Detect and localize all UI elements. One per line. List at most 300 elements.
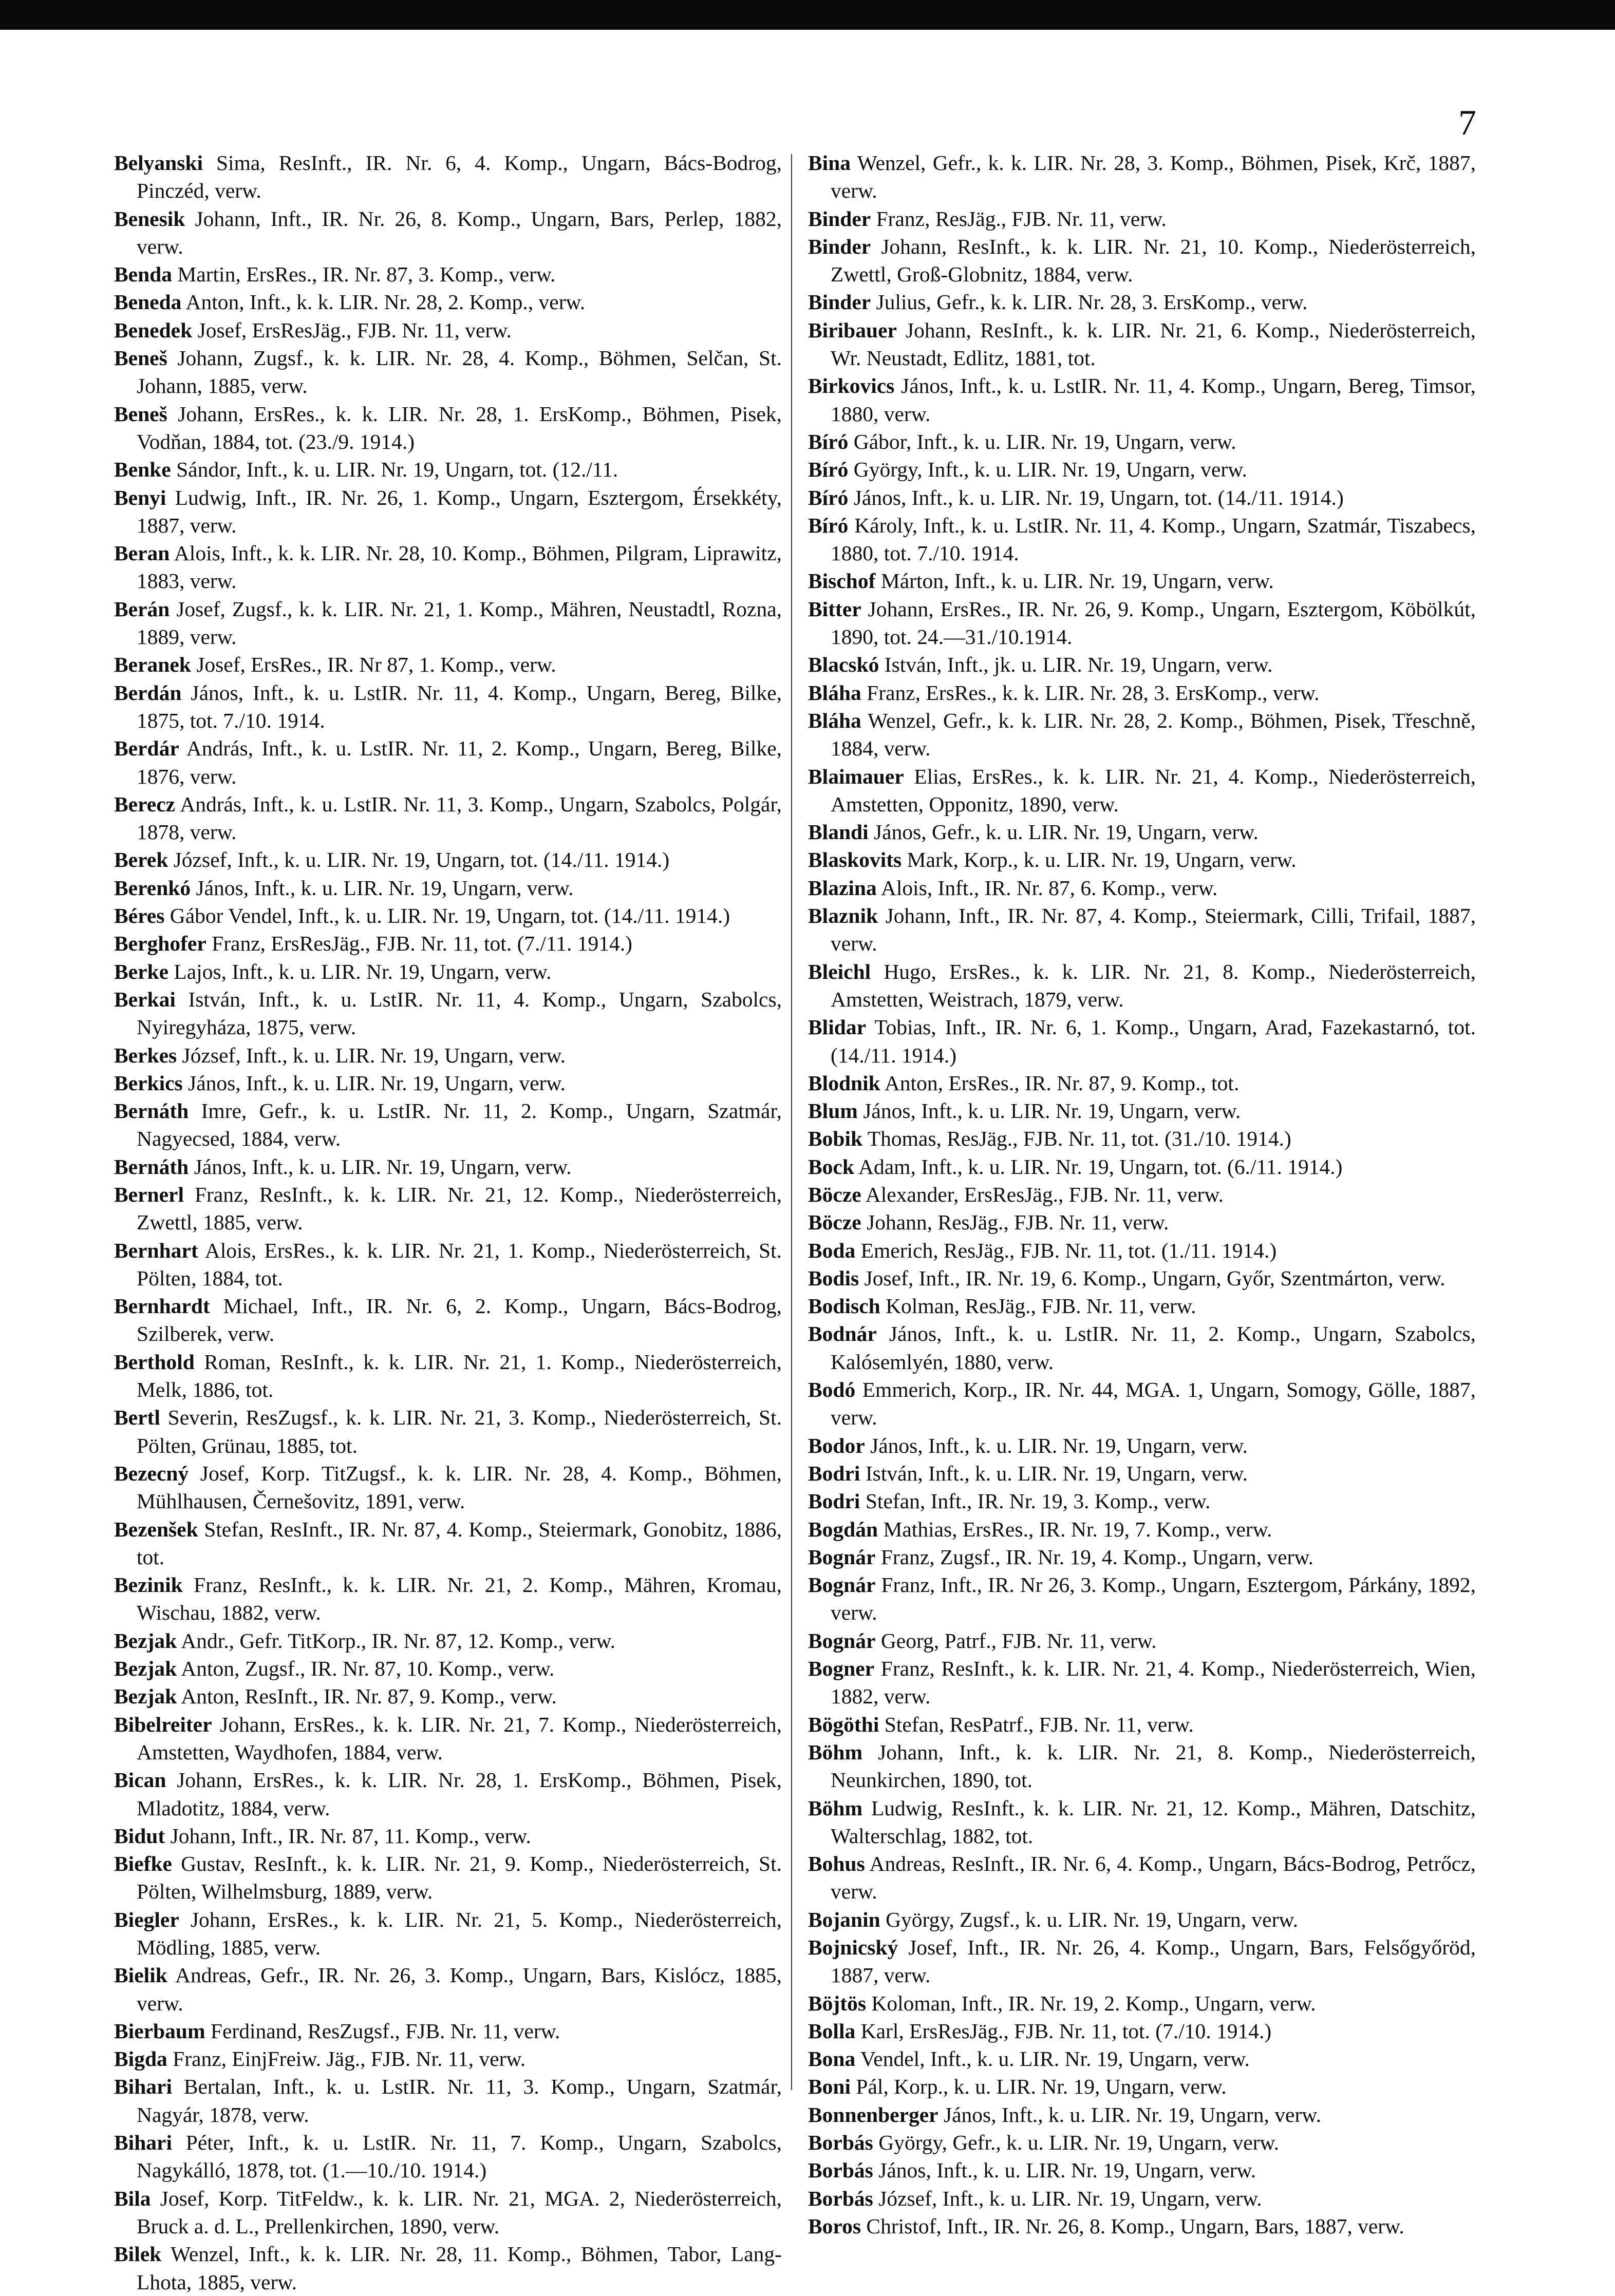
- entry-details: György, Zugsf., k. u. LIR. Nr. 19, Ungarn, verw.: [886, 1907, 1299, 1931]
- entry-details: Alois, ErsRes., k. k. LIR. Nr. 21, 1. Komp., Niederösterreich, St. Pölten, 1884, tot.: [137, 1238, 782, 1290]
- list-entry: [114, 1571, 782, 1627]
- entry-details: Alexander, ErsResJäg., FJB. Nr. 11, verw.: [865, 1182, 1224, 1206]
- entry-details: Elias, ErsRes., k. k. LIR. Nr. 21, 4. Komp., Niederösterreich, Amstetten, Opponitz, 1890, verw.: [831, 764, 1476, 816]
- column-divider: [791, 154, 792, 2090]
- entry-surname: Bitter: [808, 597, 861, 621]
- entry-details: Johann, ErsRes., k. k. LIR. Nr. 28, 1. ErsKomp., Böhmen, Pisek, Mladotitz, 1884, verw.: [137, 1768, 782, 1820]
- entry-surname: Binder: [808, 234, 871, 258]
- list-entry: [808, 316, 1476, 372]
- entry-details: Stefan, ResInft., IR. Nr. 87, 4. Komp., Steiermark, Gonobitz, 1886, tot.: [137, 1517, 782, 1569]
- list-entry: [114, 205, 782, 261]
- entry-details: Johann, ResInft., k. k. LIR. Nr. 21, 6. Komp., Niederösterreich, Wr. Neustadt, Edlitz, 1881, tot.: [831, 318, 1476, 370]
- list-entry: [114, 902, 782, 929]
- entry-details: Johann, ResJäg., FJB. Nr. 11, verw.: [867, 1210, 1169, 1235]
- entry-surname: Bertl: [114, 1406, 160, 1430]
- entry-details: Gustav, ResInft., k. k. LIR. Nr. 21, 9. Komp., Niederösterreich, St. Pölten, Wilhelmsburg, 1889, verw.: [137, 1852, 782, 1904]
- entry-surname: Blaznik: [808, 904, 878, 928]
- entry-details: Alois, Inft., k. k. LIR. Nr. 28, 10. Komp., Böhmen, Pilgram, Liprawitz, 1883, verw.: [137, 541, 782, 593]
- entry-surname: Benyi: [114, 485, 166, 509]
- entry-surname: Bernhart: [114, 1238, 198, 1262]
- entry-details: Franz, Zugsf., IR. Nr. 19, 4. Komp., Ungarn, verw.: [880, 1545, 1313, 1569]
- entry-details: Georg, Patrf., FJB. Nr. 11, verw.: [880, 1628, 1157, 1653]
- list-entry: [114, 929, 782, 957]
- entry-surname: Berkai: [114, 987, 176, 1011]
- list-entry: [808, 1013, 1476, 1069]
- entry-details: Johann, ErsRes., k. k. LIR. Nr. 28, 1. ErsKomp., Böhmen, Pisek, Vodňan, 1884, tot. (23./9. 1914.): [137, 402, 782, 453]
- entry-details: Josef, Korp. TitZugsf., k. k. LIR. Nr. 28, 4. Komp., Böhmen, Mühlhausen, Černešovitz, 1891, verw.: [137, 1461, 782, 1513]
- entry-surname: Benda: [114, 262, 173, 287]
- entry-details: Franz, ResJäg., FJB. Nr. 11, verw.: [876, 206, 1167, 231]
- list-entry: [808, 707, 1476, 763]
- entry-details: István, Inft., k. u. LIR. Nr. 19, Ungarn, verw.: [865, 1461, 1248, 1485]
- entry-surname: Berdár: [114, 736, 179, 761]
- list-entry: [808, 958, 1476, 1014]
- list-entry: [808, 1432, 1476, 1459]
- entry-details: Karl, ErsResJäg., FJB. Nr. 11, tot. (7./10. 1914.): [860, 2019, 1272, 2043]
- entry-details: Franz, EinjFreiw. Jäg., FJB. Nr. 11, verw.: [173, 2047, 526, 2071]
- list-entry: [114, 1961, 782, 2017]
- entry-surname: Blaskovits: [808, 848, 902, 872]
- entry-surname: Berdán: [114, 680, 182, 705]
- list-entry: [114, 1459, 782, 1515]
- entry-details: Anton, Zugsf., IR. Nr. 87, 10. Komp., verw.: [181, 1657, 555, 1681]
- entry-details: Márton, Inft., k. u. LIR. Nr. 19, Ungarn, verw.: [880, 569, 1274, 593]
- entry-surname: Blodnik: [808, 1071, 880, 1095]
- entry-surname: Benke: [114, 458, 171, 482]
- entry-details: János, Inft., k. u. LIR. Nr. 19, Ungarn, verw.: [188, 1071, 566, 1095]
- list-entry: [808, 1153, 1476, 1181]
- list-entry: [114, 734, 782, 790]
- list-entry: [808, 2156, 1476, 2184]
- list-entry: [808, 511, 1476, 567]
- entry-surname: Berthold: [114, 1350, 195, 1374]
- entry-surname: Blandi: [808, 820, 869, 844]
- entry-surname: Beran: [114, 541, 170, 565]
- entry-surname: Bodis: [808, 1266, 859, 1290]
- entry-surname: Bojnicský: [808, 1936, 898, 1959]
- entry-details: Károly, Inft., k. u. LstIR. Nr. 11, 4. Komp., Ungarn, Szatmár, Tiszabecs, 1880, tot. 7./10. 1914.: [831, 513, 1476, 565]
- list-entry: [808, 651, 1476, 678]
- entry-surname: Boda: [808, 1238, 856, 1262]
- list-entry: [114, 1069, 782, 1097]
- entry-surname: Bezecný: [114, 1461, 189, 1485]
- entry-surname: Bezjak: [114, 1684, 177, 1709]
- entry-surname: Boros: [808, 2214, 861, 2238]
- entry-details: János, Inft., k. u. LstIR. Nr. 11, 2. Komp., Ungarn, Szabolcs, Kalósemlyén, 1880, verw.: [831, 1322, 1476, 1374]
- entry-surname: Benedek: [114, 318, 193, 342]
- entry-details: István, Inft., k. u. LstIR. Nr. 11, 4. Komp., Ungarn, Szabolcs, Nyiregyháza, 1875, verw.: [137, 987, 782, 1039]
- list-entry: [114, 2017, 782, 2045]
- entry-details: Josef, Inft., IR. Nr. 26, 4. Komp., Ungarn, Bars, Felsőgyőröd, 1887, verw.: [831, 1936, 1476, 1987]
- entry-details: György, Gefr., k. u. LIR. Nr. 19, Ungarn, verw.: [878, 2131, 1280, 2155]
- list-entry: [808, 874, 1476, 902]
- entry-details: Andreas, Gefr., IR. Nr. 26, 3. Komp., Ungarn, Bars, Kislócz, 1885, verw.: [137, 1963, 782, 2015]
- entry-surname: Binder: [808, 290, 871, 314]
- entry-surname: Bodri: [808, 1461, 860, 1485]
- list-entry: [808, 1711, 1476, 1738]
- entry-surname: Berek: [114, 848, 168, 872]
- entry-details: Franz, ResInft., k. k. LIR. Nr. 21, 4. Komp., Niederösterreich, Wien, 1882, verw.: [831, 1657, 1476, 1709]
- entry-details: Ludwig, Inft., IR. Nr. 26, 1. Komp., Ungarn, Esztergom, Érsekkéty, 1887, verw.: [137, 485, 782, 537]
- entry-surname: Beneda: [114, 290, 182, 314]
- entry-details: Alois, Inft., IR. Nr. 87, 6. Komp., verw.: [880, 876, 1218, 900]
- entry-surname: Boni: [808, 2075, 851, 2099]
- list-entry: [808, 1794, 1476, 1850]
- entry-surname: Biribauer: [808, 318, 897, 342]
- list-entry: [114, 1403, 782, 1459]
- entry-details: Gábor Vendel, Inft., k. u. LIR. Nr. 19, Ungarn, tot. (14./11. 1914.): [170, 904, 730, 928]
- entry-details: Sándor, Inft., k. u. LIR. Nr. 19, Ungarn, tot. (12./11.: [176, 458, 618, 482]
- entry-surname: Bodor: [808, 1433, 865, 1457]
- entry-surname: Bonnenberger: [808, 2102, 938, 2127]
- list-entry: [808, 763, 1476, 819]
- list-entry: [114, 874, 782, 902]
- entry-details: Ferdinand, ResZugsf., FJB. Nr. 11, verw.: [210, 2019, 560, 2043]
- entry-details: Mark, Korp., k. u. LIR. Nr. 19, Ungarn, verw.: [907, 848, 1297, 872]
- entry-surname: Böhm: [808, 1740, 863, 1764]
- list-entry: [114, 1906, 782, 1962]
- entry-details: János, Inft., k. u. LIR. Nr. 19, Ungarn, verw.: [870, 1433, 1248, 1457]
- list-entry: [808, 1655, 1476, 1711]
- list-entry: [114, 2129, 782, 2185]
- list-entry: [114, 316, 782, 344]
- entry-details: Johann, Inft., k. k. LIR. Nr. 21, 8. Komp., Niederösterreich, Neunkirchen, 1890, tot.: [831, 1740, 1476, 1792]
- entry-details: Imre, Gefr., k. u. LstIR. Nr. 11, 2. Komp., Ungarn, Szatmár, Nagyecsed, 1884, verw.: [137, 1099, 782, 1151]
- entry-surname: Bognár: [808, 1545, 876, 1569]
- entry-details: Franz, Inft., IR. Nr 26, 3. Komp., Ungarn, Esztergom, Párkány, 1892, verw.: [831, 1573, 1476, 1625]
- list-entry: [114, 2185, 782, 2241]
- entry-details: Wenzel, Inft., k. k. LIR. Nr. 28, 11. Komp., Böhmen, Tabor, Lang-Lhota, 1885, verw.: [137, 2242, 782, 2294]
- entry-details: Ludwig, ResInft., k. k. LIR. Nr. 21, 12. Komp., Mähren, Datschitz, Walterschlag, 1882, tot.: [831, 1796, 1476, 1848]
- entry-surname: Bodisch: [808, 1294, 880, 1318]
- entry-surname: Bernáth: [114, 1154, 189, 1179]
- entry-surname: Bogner: [808, 1657, 875, 1681]
- entry-surname: Bican: [114, 1768, 166, 1792]
- list-entry: [114, 1237, 782, 1293]
- list-entry: [808, 846, 1476, 874]
- entry-surname: Bolla: [808, 2019, 856, 2043]
- list-entry: [808, 1627, 1476, 1655]
- list-entry: [808, 2129, 1476, 2156]
- entry-details: Josef, Korp. TitFeldw., k. k. LIR. Nr. 21, MGA. 2, Niederösterreich, Bruck a. d. L., Prellenkirchen, 1890, verw.: [137, 2186, 782, 2238]
- entry-details: Wenzel, Gefr., k. k. LIR. Nr. 28, 2. Komp., Böhmen, Pisek, Třeschně, 1884, verw.: [831, 708, 1476, 761]
- list-entry: [114, 1153, 782, 1181]
- entry-details: János, Inft., k. u. LIR. Nr. 19, Ungarn, verw.: [194, 1154, 572, 1179]
- list-entry: [808, 2045, 1476, 2073]
- entry-details: Kolman, ResJäg., FJB. Nr. 11, verw.: [886, 1294, 1196, 1318]
- entry-details: Stefan, ResPatrf., FJB. Nr. 11, verw.: [884, 1712, 1194, 1736]
- list-entry: [808, 1264, 1476, 1292]
- entry-surname: Blum: [808, 1099, 858, 1123]
- entry-surname: Bierbaum: [114, 2019, 205, 2043]
- entry-surname: Bobik: [808, 1127, 863, 1151]
- entry-details: Adam, Inft., k. u. LIR. Nr. 19, Ungarn, tot. (6./11. 1914.): [858, 1154, 1343, 1179]
- entry-surname: Birkovics: [808, 374, 895, 398]
- entry-details: János, Inft., k. u. LstIR. Nr. 11, 4. Komp., Ungarn, Bereg, Timsor, 1880, verw.: [831, 374, 1476, 426]
- entry-details: Anton, Inft., k. k. LIR. Nr. 28, 2. Komp., verw.: [185, 290, 586, 314]
- list-entry: [114, 790, 782, 846]
- entry-surname: Blidar: [808, 1015, 866, 1039]
- entry-details: Christof, Inft., IR. Nr. 26, 8. Komp., Ungarn, Bars, 1887, verw.: [866, 2214, 1404, 2238]
- entry-details: Johann, ErsRes., k. k. LIR. Nr. 21, 7. Komp., Niederösterreich, Amstetten, Waydhofen, 1884, verw.: [137, 1712, 782, 1764]
- entry-surname: Blacskó: [808, 653, 879, 677]
- entry-surname: Bezjak: [114, 1628, 177, 1653]
- entry-surname: Bihari: [114, 2131, 172, 2155]
- entry-surname: Bojanin: [808, 1907, 880, 1931]
- entry-surname: Bina: [808, 151, 851, 175]
- list-entry: [114, 1655, 782, 1682]
- entry-details: Anton, ResInft., IR. Nr. 87, 9. Komp., verw.: [181, 1684, 557, 1709]
- entry-surname: Bodri: [808, 1489, 860, 1513]
- list-entry: [808, 372, 1476, 428]
- entry-details: Franz, ErsRes., k. k. LIR. Nr. 28, 3. ErsKomp., verw.: [867, 680, 1320, 705]
- entry-surname: Belyanski: [114, 151, 203, 175]
- entry-surname: Bíró: [808, 513, 849, 537]
- entry-surname: Bernhardt: [114, 1294, 210, 1318]
- list-entry: [114, 1348, 782, 1404]
- entry-details: János, Inft., k. u. LIR. Nr. 19, Ungarn, verw.: [943, 2102, 1321, 2127]
- list-entry: [114, 1515, 782, 1571]
- entry-surname: Bihari: [114, 2075, 172, 2099]
- list-entry: [808, 567, 1476, 595]
- entry-surname: Bíró: [808, 458, 849, 482]
- entry-details: Emmerich, Korp., IR. Nr. 44, MGA. 1, Ungarn, Somogy, Gölle, 1887, verw.: [831, 1378, 1476, 1430]
- entry-details: Franz, ResInft., k. k. LIR. Nr. 21, 2. Komp., Mähren, Kromau, Wischau, 1882, verw.: [137, 1573, 782, 1625]
- entry-details: Franz, ResInft., k. k. LIR. Nr. 21, 12. Komp., Niederösterreich, Zwettl, 1885, verw.: [137, 1182, 782, 1235]
- entry-surname: Borbás: [808, 2158, 873, 2183]
- entry-details: Stefan, Inft., IR. Nr. 19, 3. Komp., verw.: [865, 1489, 1211, 1513]
- entry-surname: Beranek: [114, 653, 191, 677]
- entry-details: Wenzel, Gefr., k. k. LIR. Nr. 28, 3. Komp., Böhmen, Pisek, Krč, 1887, verw.: [831, 151, 1476, 203]
- entry-details: Martin, ErsRes., IR. Nr. 87, 3. Komp., verw.: [177, 262, 556, 287]
- entry-surname: Bielik: [114, 1963, 167, 1987]
- entry-surname: Borbás: [808, 2186, 873, 2210]
- list-entry: [114, 1292, 782, 1348]
- entry-surname: Bognár: [808, 1628, 876, 1653]
- entry-surname: Blazina: [808, 876, 877, 900]
- entry-details: Franz, ErsResJäg., FJB. Nr. 11, tot. (7./11. 1914.): [212, 932, 632, 956]
- list-entry: [114, 651, 782, 678]
- list-entry: [114, 1682, 782, 1710]
- entry-surname: Béres: [114, 904, 165, 928]
- entry-surname: Berke: [114, 959, 169, 983]
- list-entry: [114, 400, 782, 456]
- list-entry: [808, 1069, 1476, 1097]
- list-entry: [114, 1822, 782, 1850]
- entry-surname: Bohus: [808, 1852, 865, 1876]
- list-entry: [114, 846, 782, 874]
- list-entry: [114, 149, 782, 205]
- entry-details: Vendel, Inft., k. u. LIR. Nr. 19, Ungarn, verw.: [860, 2047, 1250, 2071]
- list-entry: [114, 1041, 782, 1069]
- entry-details: János, Inft., k. u. LIR. Nr. 19, Ungarn, verw.: [196, 876, 574, 900]
- list-entry: [808, 902, 1476, 958]
- list-entry: [808, 1906, 1476, 1933]
- list-entry: [808, 1487, 1476, 1515]
- list-entry: [808, 1989, 1476, 2017]
- entry-surname: Bláha: [808, 708, 861, 732]
- list-entry: [808, 2101, 1476, 2129]
- entry-details: Johann, Inft., IR. Nr. 26, 8. Komp., Ungarn, Bars, Perlep, 1882, verw.: [137, 206, 782, 258]
- list-entry: [114, 958, 782, 985]
- entry-surname: Böjtös: [808, 1991, 866, 2015]
- entry-details: Péter, Inft., k. u. LstIR. Nr. 11, 7. Komp., Ungarn, Szabolcs, Nagykálló, 1878, tot. (1.—10./10. 1914.): [137, 2131, 782, 2183]
- list-entry: [808, 2073, 1476, 2100]
- list-entry: [114, 288, 782, 316]
- entry-surname: Bognár: [808, 1573, 876, 1597]
- entry-surname: Bona: [808, 2047, 856, 2071]
- entry-details: Johann, ErsRes., IR. Nr. 26, 9. Komp., Ungarn, Esztergom, Köbölkút, 1890, tot. 24.—31./10.1914.: [831, 597, 1476, 649]
- entry-details: Pál, Korp., k. u. LIR. Nr. 19, Ungarn, verw.: [856, 2075, 1227, 2099]
- list-entry: [808, 1571, 1476, 1627]
- entry-surname: Berecz: [114, 792, 176, 816]
- entry-details: Johann, Inft., IR. Nr. 87, 4. Komp., Steiermark, Cilli, Trifail, 1887, verw.: [831, 904, 1476, 956]
- list-entry: [808, 428, 1476, 456]
- entry-surname: Berán: [114, 597, 170, 621]
- list-entry: [114, 1097, 782, 1153]
- list-entry: [808, 1208, 1476, 1236]
- entry-surname: Bilek: [114, 2242, 162, 2266]
- entry-details: Thomas, ResJäg., FJB. Nr. 11, tot. (31./10. 1914.): [867, 1127, 1291, 1151]
- entry-details: József, Inft., k. u. LIR. Nr. 19, Ungarn, tot. (14./11. 1914.): [173, 848, 670, 872]
- list-entry: [808, 484, 1476, 511]
- entry-surname: Binder: [808, 206, 871, 231]
- entry-details: János, Inft., k. u. LIR. Nr. 19, Ungarn, verw.: [863, 1099, 1241, 1123]
- list-entry: [808, 1738, 1476, 1794]
- list-entry: [808, 1543, 1476, 1571]
- entry-details: Johann, ErsRes., k. k. LIR. Nr. 21, 5. Komp., Niederösterreich, Mödling, 1885, verw.: [137, 1907, 782, 1959]
- entry-surname: Bogdán: [808, 1517, 878, 1541]
- list-entry: [114, 484, 782, 540]
- entry-details: Severin, ResZugsf., k. k. LIR. Nr. 21, 3. Komp., Niederösterreich, St. Pölten, Grünau, 1885, tot.: [137, 1406, 782, 1457]
- entry-details: Michael, Inft., IR. Nr. 6, 2. Komp., Ungarn, Bács-Bodrog, Szilberek, verw.: [137, 1294, 782, 1346]
- list-entry: [114, 2240, 782, 2296]
- entry-surname: Böcze: [808, 1210, 861, 1235]
- list-entry: [114, 344, 782, 400]
- entry-surname: Beneš: [114, 346, 167, 370]
- entry-details: Gábor, Inft., k. u. LIR. Nr. 19, Ungarn, verw.: [853, 429, 1236, 453]
- entry-surname: Bodó: [808, 1378, 856, 1402]
- list-entry: [114, 1181, 782, 1237]
- entry-details: János, Inft., k. u. LIR. Nr. 19, Ungarn, tot. (14./11. 1914.): [853, 485, 1344, 509]
- entry-details: Sima, ResInft., IR. Nr. 6, 4. Komp., Ungarn, Bács-Bodrog, Pinczéd, verw.: [137, 151, 782, 203]
- entry-surname: Bleichl: [808, 959, 871, 983]
- entry-surname: Bögöthi: [808, 1712, 879, 1736]
- entry-surname: Bibelreiter: [114, 1712, 212, 1736]
- entry-surname: Bernerl: [114, 1182, 184, 1206]
- list-entry: [808, 595, 1476, 651]
- entry-details: Andreas, ResInft., IR. Nr. 6, 4. Komp., Ungarn, Bács-Bodrog, Petrőcz, verw.: [831, 1852, 1476, 1904]
- list-entry: [808, 1376, 1476, 1432]
- list-entry: [808, 1850, 1476, 1906]
- entry-surname: Blaimauer: [808, 764, 904, 788]
- list-entry: [808, 456, 1476, 483]
- entry-details: Tobias, Inft., IR. Nr. 6, 1. Komp., Ungarn, Arad, Fazekastarnó, tot. (14./11. 1914.): [831, 1015, 1476, 1067]
- list-entry: [114, 456, 782, 483]
- entry-surname: Bíró: [808, 485, 849, 509]
- entry-details: Emerich, ResJäg., FJB. Nr. 11, tot. (1./11. 1914.): [860, 1238, 1277, 1262]
- entry-surname: Biefke: [114, 1852, 172, 1876]
- entry-surname: Bezjak: [114, 1657, 177, 1681]
- entry-surname: Bischof: [808, 569, 876, 593]
- entry-surname: Beneš: [114, 402, 167, 426]
- entry-details: János, Inft., k. u. LstIR. Nr. 11, 4. Komp., Ungarn, Bereg, Bilke, 1875, tot. 7./10. 1914.: [137, 680, 782, 732]
- entry-details: Josef, ErsResJäg., FJB. Nr. 11, verw.: [197, 318, 512, 342]
- entry-surname: Bodnár: [808, 1322, 877, 1346]
- entry-surname: Biegler: [114, 1907, 179, 1931]
- list-entry: [808, 2185, 1476, 2212]
- entry-details: Julius, Gefr., k. k. LIR. Nr. 28, 3. ErsKomp., verw.: [876, 290, 1308, 314]
- left-column: [114, 149, 782, 2296]
- entry-details: Koloman, Inft., IR. Nr. 19, 2. Komp., Ungarn, verw.: [871, 1991, 1316, 2015]
- entry-details: János, Gefr., k. u. LIR. Nr. 19, Ungarn, verw.: [874, 820, 1259, 844]
- list-entry: [808, 818, 1476, 846]
- list-entry: [114, 1711, 782, 1767]
- list-entry: [808, 1237, 1476, 1264]
- list-entry: [808, 679, 1476, 707]
- list-entry: [808, 205, 1476, 233]
- list-entry: [808, 233, 1476, 289]
- entry-details: Josef, ErsRes., IR. Nr 87, 1. Komp., verw.: [196, 653, 556, 677]
- list-entry: [808, 1181, 1476, 1208]
- list-entry: [808, 1933, 1476, 1989]
- list-entry: [114, 539, 782, 595]
- entry-surname: Borbás: [808, 2131, 873, 2155]
- entry-details: Johann, Inft., IR. Nr. 87, 11. Komp., verw.: [170, 1824, 531, 1848]
- list-entry: [114, 1627, 782, 1655]
- page-number: 7: [1458, 103, 1476, 143]
- entry-details: Josef, Zugsf., k. k. LIR. Nr. 21, 1. Komp., Mähren, Neustadtl, Rozna, 1889, verw.: [137, 597, 782, 649]
- entry-surname: Berghofer: [114, 932, 206, 956]
- entry-details: Johann, Zugsf., k. k. LIR. Nr. 28, 4. Komp., Böhmen, Selčan, St. Johann, 1885, verw.: [137, 346, 782, 398]
- entry-surname: Berkes: [114, 1043, 177, 1067]
- list-entry: [808, 149, 1476, 205]
- list-entry: [114, 260, 782, 288]
- entry-details: Lajos, Inft., k. u. LIR. Nr. 19, Ungarn, verw.: [174, 959, 552, 983]
- scan-top-edge: [0, 0, 1615, 30]
- entry-details: Hugo, ErsRes., k. k. LIR. Nr. 21, 8. Komp., Niederösterreich, Amstetten, Weistrach, 1879, verw.: [831, 959, 1476, 1011]
- entry-details: György, Inft., k. u. LIR. Nr. 19, Ungarn, verw.: [853, 458, 1247, 482]
- entry-surname: Böhm: [808, 1796, 863, 1820]
- entry-details: Josef, Inft., IR. Nr. 19, 6. Komp., Ungarn, Győr, Szentmárton, verw.: [864, 1266, 1445, 1290]
- entry-details: István, Inft., jk. u. LIR. Nr. 19, Ungarn, verw.: [884, 653, 1273, 677]
- list-entry: [808, 1292, 1476, 1320]
- list-entry: [114, 1850, 782, 1906]
- list-entry: [808, 1097, 1476, 1125]
- entry-surname: Bezinik: [114, 1573, 183, 1597]
- list-entry: [114, 1766, 782, 1822]
- entry-details: Roman, ResInft., k. k. LIR. Nr. 21, 1. Komp., Niederösterreich, Melk, 1886, tot.: [137, 1350, 782, 1402]
- list-entry: [114, 679, 782, 735]
- list-entry: [808, 288, 1476, 316]
- right-column: [808, 149, 1476, 2240]
- entry-surname: Bíró: [808, 429, 849, 453]
- entry-details: Andr., Gefr. TitKorp., IR. Nr. 87, 12. Komp., verw.: [181, 1628, 616, 1653]
- list-entry: [808, 1459, 1476, 1487]
- entry-details: András, Inft., k. u. LstIR. Nr. 11, 3. Komp., Ungarn, Szabolcs, Polgár, 1878, verw.: [137, 792, 782, 844]
- list-entry: [114, 2073, 782, 2129]
- entry-surname: Benesik: [114, 206, 185, 231]
- entry-details: András, Inft., k. u. LstIR. Nr. 11, 2. Komp., Ungarn, Bereg, Bilke, 1876, verw.: [137, 736, 782, 788]
- entry-surname: Berkics: [114, 1071, 183, 1095]
- list-entry: [114, 985, 782, 1041]
- entry-details: Mathias, ErsRes., IR. Nr. 19, 7. Komp., verw.: [883, 1517, 1272, 1541]
- entry-surname: Bidut: [114, 1824, 165, 1848]
- entry-surname: Bock: [808, 1154, 854, 1179]
- list-entry: [808, 1515, 1476, 1543]
- entry-surname: Bila: [114, 2186, 151, 2210]
- entry-details: Johann, ResInft., k. k. LIR. Nr. 21, 10. Komp., Niederösterreich, Zwettl, Groß-Globnitz, 1884, verw.: [831, 234, 1476, 287]
